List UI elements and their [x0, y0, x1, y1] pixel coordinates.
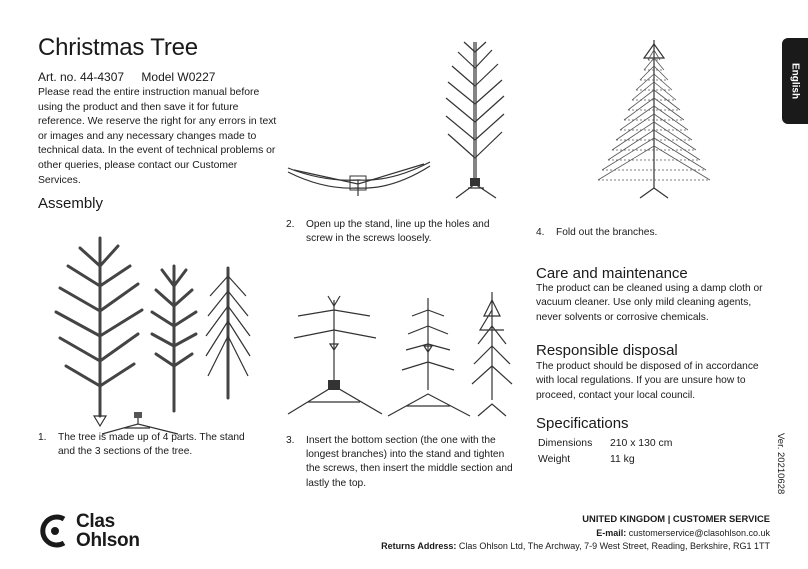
spec-row: [538, 437, 672, 451]
brand-line-2: Ohlson: [76, 530, 140, 551]
care-heading: Care and maintenance: [536, 265, 688, 282]
step-4-caption: [536, 226, 766, 240]
spec-row: [538, 453, 672, 467]
step-4-text: Fold out the branches.: [556, 227, 658, 238]
returns-label: Returns Address:: [381, 541, 457, 551]
stand-illustration: [284, 150, 434, 210]
full-tree-illustration: [592, 38, 716, 206]
spec-label: Dimensions: [538, 438, 593, 449]
page-title: Christmas Tree: [38, 34, 198, 61]
intro-text: Please read the entire instruction manual before using the product and then save it for future reference. We reserve the right for any errors in text or images and any necessary changes made to technical data. In the event of technical problems or other queries, please contact our Customer Services.: [38, 87, 277, 186]
step-2-text: Open up the stand, line up the holes and screw in the screws loosely.: [306, 219, 490, 245]
language-label: English: [789, 62, 801, 100]
specifications-heading: Specifications: [536, 415, 629, 432]
tree-frame-illustration: [438, 38, 514, 206]
spec-value: 11 kg: [610, 454, 635, 465]
email-line: [596, 528, 770, 538]
step-3-text: Insert the bottom section (the one with the longest branches) into the stand and tighten the screws, then insert the middle section and lastly the top.: [306, 435, 513, 489]
disposal-heading: Responsible disposal: [536, 342, 678, 359]
brand-name: [76, 512, 140, 550]
customer-service-heading: UNITED KINGDOM | CUSTOMER SERVICE: [582, 513, 770, 524]
insert-sections-illustration: [284, 290, 524, 430]
insert-step-c: [472, 292, 512, 416]
assembly-heading: Assembly: [38, 195, 104, 212]
version-label: [775, 433, 808, 495]
version-text: Ver. 20210628: [775, 433, 786, 495]
tree-parts-illustration: [38, 226, 258, 446]
care-text: The product can be cleaned using a damp cloth or vacuum cleaner. Use only mild cleaning agents, never solvents or corrosive chemicals.: [536, 283, 763, 323]
brand-line-1: Clas: [76, 511, 115, 532]
step-1-text: The tree is made up of 4 parts. The stand and the 3 sections of the tree.: [58, 432, 245, 458]
step-3-number: 3.: [286, 435, 295, 446]
specifications-table: [536, 435, 674, 469]
spec-label: Weight: [538, 454, 571, 465]
insert-step-a: [288, 296, 382, 414]
model-number: Model W0227: [141, 70, 216, 84]
step-4-number: 4.: [536, 227, 545, 238]
clas-ohlson-logo-icon: [38, 511, 72, 551]
article-number: Art. no. 44-4307: [38, 70, 125, 84]
language-tab[interactable]: [782, 38, 808, 124]
step-2-caption: [286, 218, 516, 246]
step-2-number: 2.: [286, 219, 295, 230]
disposal-text: The product should be disposed of in accordance with local regulations. If you are unsure how to proceed, contact your local council.: [536, 361, 759, 401]
returns-line: [381, 541, 770, 551]
step-1-number: 1.: [38, 432, 47, 443]
returns-address: Clas Ohlson Ltd, The Archway, 7-9 West Street, Reading, Berkshire, RG1 1TT: [458, 541, 770, 551]
article-line: [38, 70, 215, 84]
step-3-caption: [286, 434, 518, 491]
email-label: E-mail:: [596, 528, 627, 538]
spec-value: 210 x 130 cm: [610, 438, 673, 449]
email-link[interactable]: customerservice@clasohlson.co.uk: [628, 528, 770, 538]
step-1-caption: [38, 431, 278, 459]
insert-step-b: [388, 298, 470, 416]
